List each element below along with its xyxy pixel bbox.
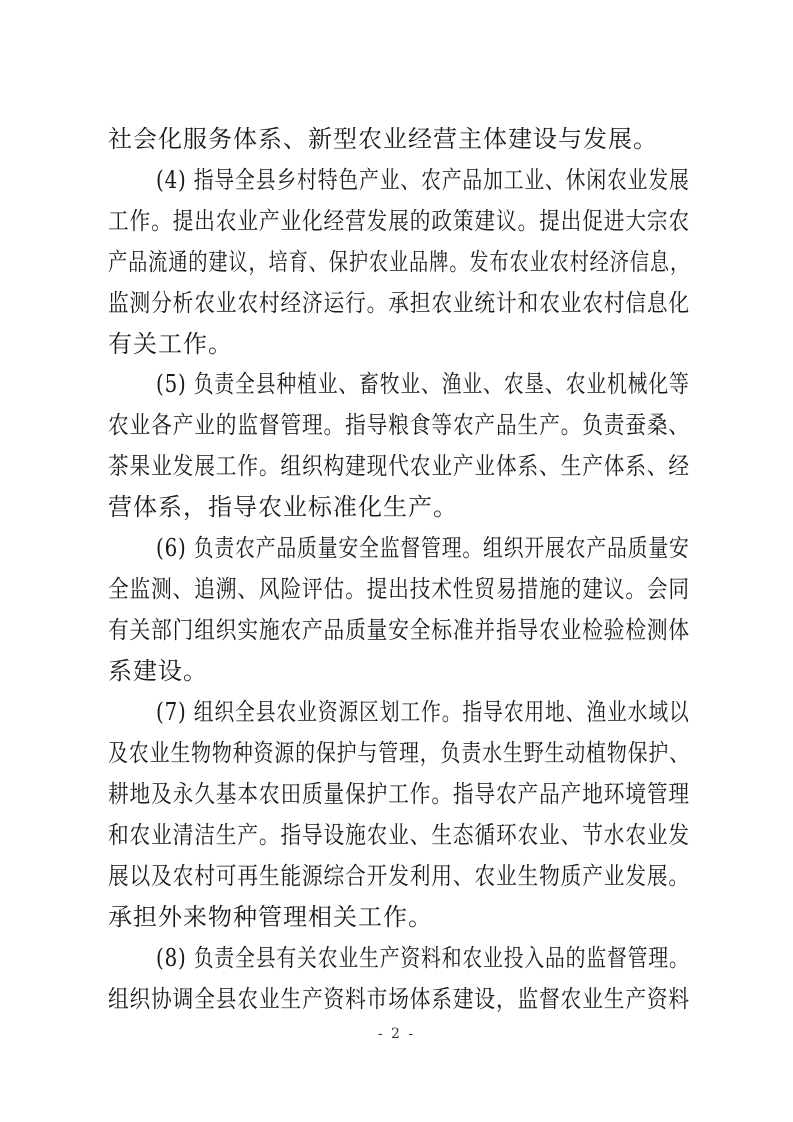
text-line: 及农业生物物种资源的保护与管理，负责水生野生动植物保护、 (108, 739, 690, 767)
text-line: (7) 组织全县农业资源区划工作。指导农用地、渔业水域以 (156, 698, 690, 726)
text-line: 耕地及永久基本农田质量保护工作。指导农产品产地环境管理 (108, 780, 690, 808)
text-line: 和农业清洁生产。指导设施农业、生态循环农业、节水农业发 (108, 821, 690, 849)
text-line: 监测分析农业农村经济运行。承担农业统计和农业农村信息化 (108, 289, 690, 317)
text-line: (6) 负责农产品质量安全监督管理。组织开展农产品质量安 (156, 534, 690, 562)
text-line: 承担外来物种管理相关工作。 (108, 903, 433, 931)
text-line: (8) 负责全县有关农业生产资料和农业投入品的监督管理。 (156, 944, 690, 972)
page-number: - 2 - (377, 1026, 416, 1042)
text-line: 茶果业发展工作。组织构建现代农业产业体系、生产体系、经 (108, 452, 690, 480)
text-line: 组织协调全县农业生产资料市场体系建设，监督农业生产资料 (108, 985, 690, 1013)
text-line: 有关部门组织实施农产品质量安全标准并指导农业检验检测体 (108, 616, 690, 644)
text-line: 全监测、追溯、风险评估。提出技术性贸易措施的建议。会同 (108, 575, 690, 603)
text-line: 系建设。 (108, 657, 208, 685)
text-line: 工作。提出农业产业化经营发展的政策建议。提出促进大宗农 (108, 207, 690, 235)
text-line: 有关工作。 (108, 330, 233, 358)
text-line: (5) 负责全县种植业、畜牧业、渔业、农垦、农业机械化等 (156, 370, 690, 398)
text-line: 社会化服务体系、新型农业经营主体建设与发展。 (108, 125, 658, 153)
text-line: 农业各产业的监督管理。指导粮食等农产品生产。负责蚕桑、 (108, 411, 690, 439)
text-line: 展以及农村可再生能源综合开发利用、农业生物质产业发展。 (108, 862, 690, 890)
text-line: 营体系，指导农业标准化生产。 (108, 493, 458, 521)
text-line: 产品流通的建议，培育、保护农业品牌。发布农业农村经济信息， (108, 248, 691, 276)
text-line: (4) 指导全县乡村特色产业、农产品加工业、休闲农业发展 (156, 166, 690, 194)
